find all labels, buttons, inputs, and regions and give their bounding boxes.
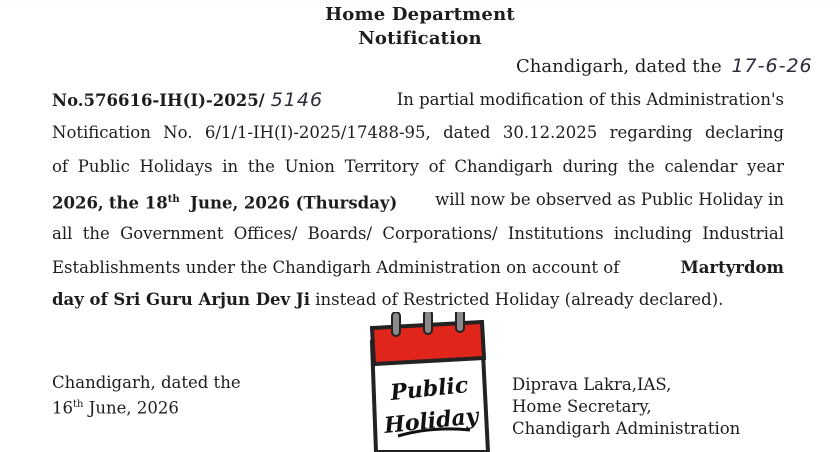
- body-text: of Public Holidays in the Union Territory of Chandigarh during the calendar year: [52, 157, 784, 176]
- calendar-text-holiday: Holiday: [382, 403, 480, 439]
- calendar-ring-icon: [424, 312, 432, 334]
- ordinal-suffix: th: [167, 194, 180, 205]
- signature-date-block: [52, 372, 241, 420]
- body-line-6: [52, 257, 784, 279]
- body-text: instead of Restricted Holiday (already declared).: [315, 290, 724, 309]
- reference-number: [52, 89, 323, 112]
- body-text: In partial modification of this Administration's: [396, 90, 784, 109]
- calendar-ring-icon: [392, 312, 400, 336]
- footer-day: 16: [52, 398, 73, 418]
- body-line-7: [52, 289, 784, 311]
- signatory-designation: Home Secretary,: [512, 397, 652, 416]
- footer-place-date: Chandigarh, dated the: [52, 373, 241, 392]
- signatory-block: [512, 374, 740, 440]
- occasion-text: Martyrdom: [680, 258, 784, 277]
- body-text: all the Government Offices/ Boards/ Corporations/ Institutions including Industrial: [52, 224, 784, 243]
- dateline-prefix: Chandigarh, dated the: [516, 56, 722, 77]
- holiday-date-text: June, 2026 (Thursday): [190, 193, 398, 213]
- department-heading: Home Department: [325, 4, 515, 25]
- signatory-office: Chandigarh Administration: [512, 419, 741, 438]
- reference-number-handwritten: 5146: [270, 89, 324, 111]
- reference-number-printed: No.576616-IH(I)-2025/: [52, 91, 265, 110]
- body-text: Notification No. 6/1/1-IH(I)-2025/17488-95, dated 30.12.2025 regarding declaring: [52, 123, 784, 142]
- holiday-date: [52, 189, 397, 215]
- body-line-4: [52, 189, 784, 215]
- signatory-name: Diprava Lakra,IAS,: [512, 375, 672, 394]
- occasion-text: day of Sri Guru Arjun Dev Ji: [52, 290, 310, 309]
- body-line-1: [52, 89, 784, 112]
- body-text: will now be observed as Public Holiday in: [435, 190, 784, 209]
- body-line-3: [52, 156, 784, 178]
- holiday-day: the 18: [108, 193, 168, 213]
- body-line-2: [52, 122, 784, 144]
- calendar-icon: [362, 312, 494, 452]
- notification-heading: Notification: [358, 28, 482, 49]
- footer-date: [52, 394, 241, 420]
- footer-month-year: June, 2026: [88, 398, 179, 418]
- body-line-5: [52, 223, 784, 245]
- body-text: Establishments under the Chandigarh Administration on account of: [52, 258, 620, 277]
- year-text: 2026,: [52, 193, 104, 213]
- ordinal-suffix: th: [73, 399, 84, 410]
- calendar-ring-icon: [456, 312, 464, 332]
- handwritten-date: 17-6-26: [731, 55, 813, 77]
- calendar-text-public: Public: [389, 372, 470, 407]
- issue-dateline: [516, 55, 813, 77]
